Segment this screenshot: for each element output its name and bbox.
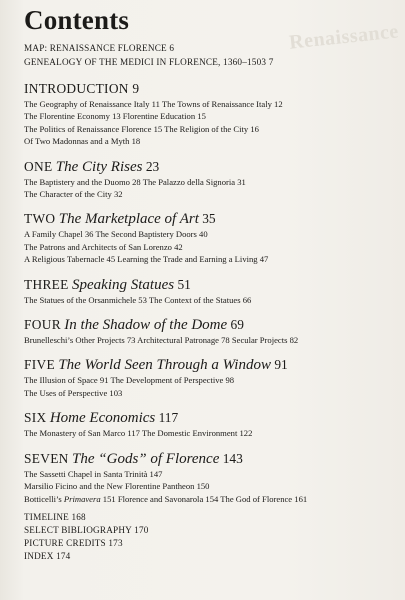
- chapter-heading[interactable]: [24, 275, 394, 294]
- section-line[interactable]: The Statues of the Orsanmichele 53 The Context of the Statues 66: [24, 294, 252, 305]
- chapter-sections: [24, 228, 394, 265]
- section-line[interactable]: The Baptistery and the Duomo 28 The Palazzo della Signoria 31: [24, 176, 246, 187]
- chapter-page: 69: [230, 317, 244, 333]
- section-line[interactable]: The Uses of Perspective 103: [24, 387, 123, 398]
- chapter-page: 51: [177, 276, 191, 292]
- table-of-contents: [24, 41, 394, 563]
- chapter-heading[interactable]: [24, 315, 394, 334]
- chapter-three: [24, 275, 394, 306]
- chapter-heading[interactable]: [24, 79, 394, 98]
- chapter-sections: [24, 334, 394, 346]
- chapter-six: [24, 408, 394, 439]
- chapter-two: [24, 209, 394, 265]
- section-line[interactable]: The Illusion of Space 91 The Development of Perspective 98: [24, 375, 235, 386]
- chapter-title: In the Shadow of the Dome: [64, 317, 228, 334]
- toc-entry-picture-credits[interactable]: PICTURE CREDITS 173: [24, 537, 123, 548]
- toc-entry-genealogy[interactable]: GENEALOGY OF THE MEDICI IN FLORENCE, 1360–1503 7: [24, 57, 274, 67]
- chapter-number: SEVEN: [24, 450, 69, 466]
- toc-entry-bibliography[interactable]: SELECT BIBLIOGRAPHY 170: [24, 524, 149, 535]
- toc-entry-index[interactable]: INDEX 174: [24, 550, 71, 561]
- chapter-page: 23: [145, 158, 160, 174]
- chapter-sections: [24, 468, 394, 505]
- chapter-page: 117: [158, 410, 179, 426]
- chapter-five: [24, 355, 394, 399]
- chapter-number: THREE: [24, 276, 69, 292]
- chapter-introduction: [24, 79, 394, 148]
- chapter-page: 91: [274, 357, 288, 373]
- chapter-heading[interactable]: [24, 449, 394, 468]
- chapter-label: INTRODUCTION 9: [24, 81, 140, 96]
- chapter-heading[interactable]: [24, 408, 394, 427]
- section-line[interactable]: The Florentine Economy 13 Florentine Education 15: [24, 111, 206, 122]
- chapter-number: SIX: [24, 410, 47, 426]
- chapter-title: The Marketplace of Art: [58, 211, 199, 228]
- chapter-sections: [24, 427, 394, 439]
- chapter-title: The World Seen Through a Window: [58, 357, 271, 374]
- chapter-sections: [24, 98, 394, 148]
- chapter-sections: [24, 294, 394, 306]
- chapter-number: FIVE: [24, 357, 55, 373]
- chapter-sections: [24, 374, 394, 399]
- section-line[interactable]: Of Two Madonnas and a Myth 18: [24, 136, 141, 147]
- artwork-title: Primavera: [63, 493, 101, 504]
- chapter-one: [24, 157, 394, 201]
- page-title: Contents: [24, 5, 130, 35]
- section-line[interactable]: The Patrons and Architects of San Lorenzo 42: [24, 241, 183, 252]
- section-line[interactable]: The Character of the City 32: [24, 189, 123, 200]
- toc-entry-map[interactable]: MAP: RENAISSANCE FLORENCE 6: [24, 43, 175, 53]
- chapter-four: [24, 315, 394, 346]
- chapter-number: FOUR: [24, 317, 61, 333]
- toc-entry-timeline[interactable]: TIMELINE 168: [24, 511, 86, 522]
- section-line[interactable]: The Monastery of San Marco 117 The Domestic Environment 122: [24, 428, 253, 439]
- section-line[interactable]: [24, 493, 394, 505]
- chapter-sections: [24, 176, 394, 201]
- chapter-seven: [24, 449, 394, 505]
- section-line[interactable]: The Sassetti Chapel in Santa Trinità 147: [24, 468, 163, 479]
- bleed-through-text: Renaissance: [288, 20, 400, 54]
- chapter-title: Home Economics: [49, 410, 156, 427]
- back-matter: [24, 511, 394, 563]
- section-line[interactable]: The Geography of Renaissance Italy 11 The Towns of Renaissance Italy 12: [24, 99, 283, 109]
- section-line[interactable]: The Politics of Renaissance Florence 15 The Religion of the City 16: [24, 123, 259, 134]
- chapter-heading[interactable]: [24, 209, 394, 228]
- chapter-page: 143: [222, 450, 243, 466]
- section-line[interactable]: A Religious Tabernacle 45 Learning the Trade and Earning a Living 47: [24, 254, 269, 265]
- chapter-title: The “Gods” of Florence: [72, 450, 220, 467]
- chapter-title: The City Rises: [55, 158, 143, 175]
- chapter-heading[interactable]: [24, 355, 394, 374]
- section-line[interactable]: Brunelleschi’s Other Projects 73 Architectural Patronage 78 Secular Projects 82: [24, 335, 299, 346]
- section-line[interactable]: A Family Chapel 36 The Second Baptistery Doors 40: [24, 229, 208, 240]
- chapter-title: Speaking Statues: [72, 276, 175, 293]
- section-text: 151 Florence and Savonarola 154 The God of Florence 161: [100, 493, 308, 504]
- section-line[interactable]: Marsilio Ficino and the New Florentine Pantheon 150: [24, 481, 210, 492]
- chapter-page: 35: [202, 211, 216, 227]
- section-text: Botticelli’s: [24, 493, 64, 504]
- chapter-number: ONE: [24, 158, 53, 174]
- front-matter: [24, 41, 394, 69]
- chapter-heading[interactable]: [24, 157, 394, 176]
- chapter-number: TWO: [24, 211, 56, 227]
